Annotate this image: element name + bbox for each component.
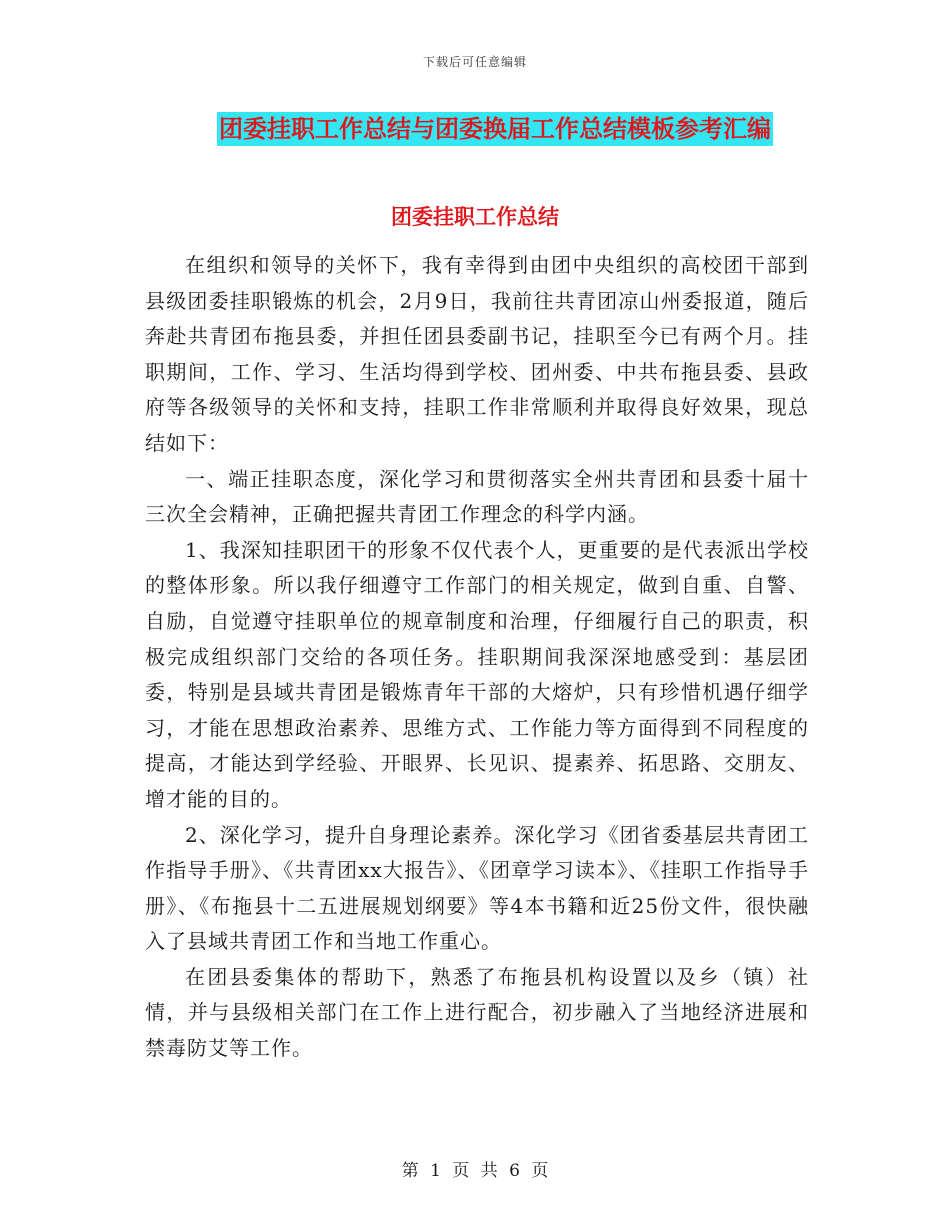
document-title-container: [0, 112, 950, 146]
paragraph-intro: 在组织和领导的关怀下，我有幸得到由团中央组织的高校团干部到县级团委挂职锻炼的机会，2月9日，我前往共青团凉山州委报道，随后奔赴共青团布拖县委，并担任团县委副书记，挂职至今已有两个月。挂职期间，工作、学习、生活均得到学校、团州委、中共布拖县委、县政府等各级领导的关怀和支持，挂职工作非常顺利并取得良好效果，现总结如下：: [145, 253, 809, 455]
section-title: 团委挂职工作总结: [391, 205, 559, 229]
paragraph-section-one: 一、端正挂职态度，深化学习和贯彻落实全州共青团和县委十届十三次全会精神，正确把握共青团工作理念的科学内涵。: [145, 466, 809, 527]
page-number-footer: 第 1 页 共 6 页: [401, 1161, 549, 1181]
document-title: 团委挂职工作总结与团委换届工作总结模板参考汇编: [217, 112, 773, 146]
page-header-note: 下载后可任意编辑: [422, 55, 527, 69]
paragraph-point-one: 1、我深知挂职团干的形象不仅代表个人，更重要的是代表派出学校的整体形象。所以我仔细遵守工作部门的相关规定，做到自重、自警、自励，自觉遵守挂职单位的规章制度和治理，仔细履行自己的职责，积极完成组织部门交给的各项任务。挂职期间我深深地感受到：基层团委，特别是县域共青团是锻炼青年干部的大熔炉，只有珍惜机遇仔细学习，才能在思想政治素养、思维方式、工作能力等方面得到不同程度的提高，才能达到学经验、开眼界、长见识、提素养、拓思路、交朋友、增才能的目的。: [145, 537, 809, 811]
document-body: [145, 248, 809, 1067]
paragraph-integration: 在团县委集体的帮助下，熟悉了布拖县机构设置以及乡（镇）社情，并与县级相关部门在工作上进行配合，初步融入了当地经济进展和禁毒防艾等工作。: [145, 964, 809, 1061]
paragraph-point-two: 2、深化学习，提升自身理论素养。深化学习《团省委基层共青团工作指导手册》、《共青团xx大报告》、《团章学习读本》、《挂职工作指导手册》、《布拖县十二五进展规划纲要》等4本书籍和近25份文件，很快融入了县域共青团工作和当地工作重心。: [145, 822, 809, 954]
